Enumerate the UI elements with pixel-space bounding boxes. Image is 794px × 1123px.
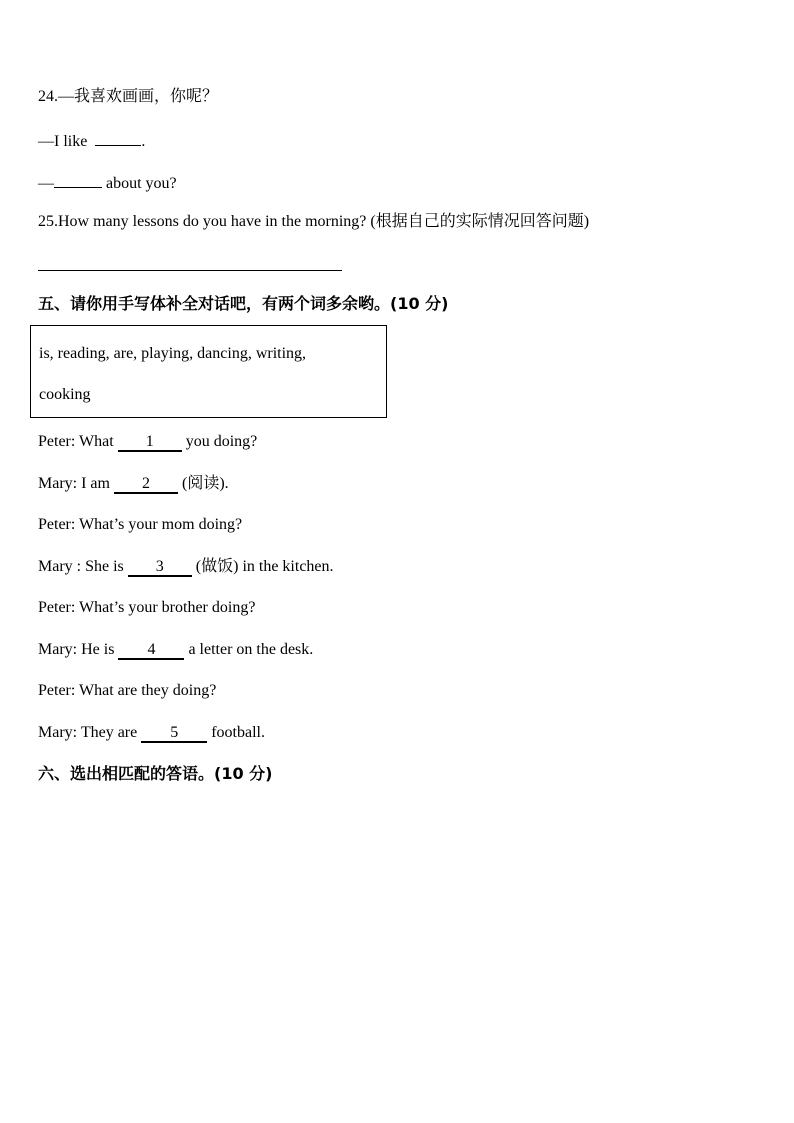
dialogue-text: a letter on the desk.	[188, 641, 314, 658]
q24-line1	[38, 129, 145, 152]
q25-prompt: 25.How many lessons do you have in the morning? (根据自己的实际情况回答问题)	[38, 213, 590, 230]
dialogue-text: (做饭) in the kitchen.	[195, 558, 334, 575]
dialogue-line	[38, 681, 216, 701]
q24-line2-prefix: —	[38, 175, 54, 192]
dialogue-text: Mary: They are	[38, 724, 138, 741]
q25-answer-line[interactable]	[38, 270, 342, 271]
q24-line2-suffix: about you?	[106, 175, 177, 192]
dialogue-text: Peter: What’s your brother doing?	[38, 599, 256, 616]
dialogue-text: Peter: What are they doing?	[38, 682, 217, 699]
dialogue-line	[38, 640, 313, 660]
word-bank-line-1: is, reading, are, playing, dancing, writing,	[39, 345, 307, 362]
q24-line2	[38, 171, 177, 194]
dialogue-blank-5[interactable]: 5	[141, 725, 207, 743]
section6-heading: 六、选出相匹配的答语。(10 分)	[38, 764, 273, 783]
q24-line1-suffix: .	[141, 133, 146, 150]
dialogue-blank-4[interactable]: 4	[118, 642, 184, 660]
q24-prompt: 24.—我喜欢画画，你呢？	[38, 88, 219, 105]
section5-heading: 五、请你用手写体补全对话吧，有两个词多余哟。(10 分)	[38, 294, 449, 313]
dialogue-line	[38, 598, 255, 618]
dialogue-text: (阅读).	[181, 475, 229, 492]
dialogue-text: Mary: I am	[38, 475, 110, 492]
dialogue-text: football.	[211, 724, 265, 741]
q24-blank-1[interactable]	[95, 129, 141, 146]
dialogue-text: Peter: What’s your mom doing?	[38, 516, 243, 533]
dialogue-text: you doing?	[185, 433, 258, 450]
dialogue-blank-2[interactable]: 2	[114, 476, 178, 494]
q24-blank-2[interactable]	[54, 171, 102, 188]
dialogue-blank-3[interactable]: 3	[128, 559, 192, 577]
dialogue-line	[38, 432, 257, 452]
dialogue-text: Peter: What	[38, 433, 114, 450]
word-bank-box	[30, 325, 387, 418]
word-bank-line-2: cooking	[39, 386, 91, 403]
dialogue-blank-1[interactable]: 1	[118, 434, 182, 452]
dialogue-line	[38, 515, 242, 535]
dialogue-text: Mary: He is	[38, 641, 115, 658]
dialogue-text: Mary : She is	[38, 558, 124, 575]
dialogue-line	[38, 723, 265, 743]
q24-line1-prefix: —I like	[38, 133, 88, 150]
dialogue-line	[38, 557, 334, 577]
dialogue-line	[38, 474, 229, 494]
